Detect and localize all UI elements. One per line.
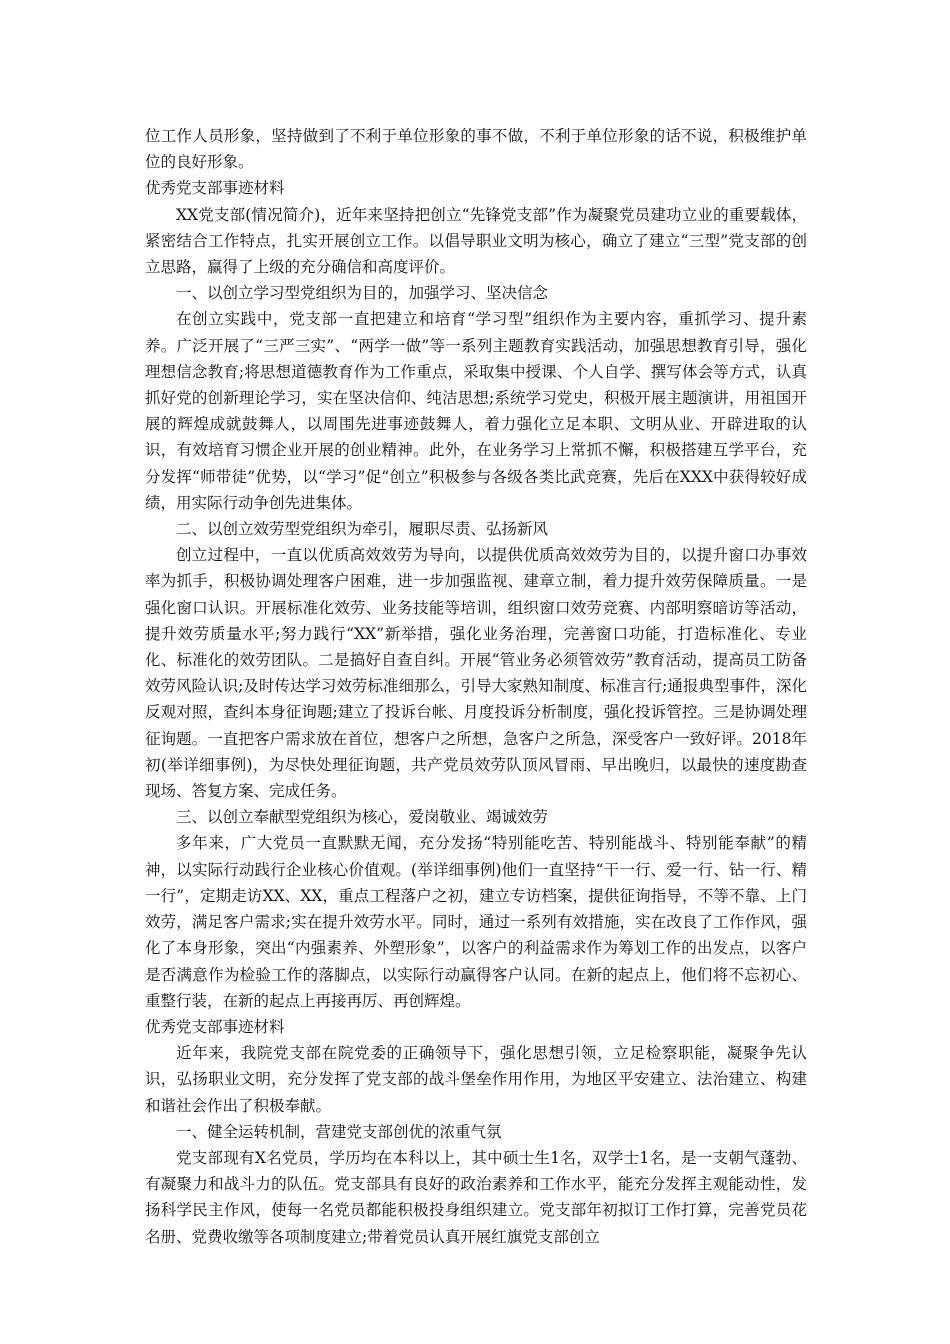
section-title: 优秀党支部事迹材料 bbox=[145, 179, 285, 198]
subheading: 一、以创立学习型党组织为目的，加强学习、坚决信念 bbox=[176, 284, 549, 303]
subheading: 三、以创立奉献型党组织为核心，爱岗敬业、竭诚效劳 bbox=[176, 808, 549, 827]
paragraph: 多年来，广大党员一直默默无闻，充分发扬“特别能吃苦、特别能战斗、特别能奉献”的精神，以实际行动践行企业核心价值观。(举详细事例)他们一直坚持“干一行、爱一行、钻一行、精一行”，定期走访XX、XX，重点工程落户之初，建立专访档案，提供征询指导，不等不靠、上门效劳，满足客户需求;实在提升效劳水平。同时，通过一系列有效措施，实在改良了工作作风，强化了本身形象，突出“内强素养、外塑形象”，以客户的利益需求作为筹划工作的出发点，以客户是否满意作为检验工作的落脚点，以实际行动赢得客户认同。在新的起点上，他们将不忘初心、重整行装，在新的起点上再接再厉、再创辉煌。 bbox=[145, 834, 807, 1010]
section-title: 优秀党支部事迹材料 bbox=[145, 1017, 285, 1036]
document-body bbox=[145, 123, 807, 1250]
paragraph: 近年来，我院党支部在院党委的正确领导下，强化思想引领，立足检察职能，凝聚争先认识，弘扬职业文明，充分发挥了党支部的战斗堡垒作用作用，为地区平安建立、法治建立、构建和谐社会作出了积极奉献。 bbox=[145, 1044, 807, 1115]
paragraph-continuation: 位工作人员形象，坚持做到了不利于单位形象的事不做，不利于单位形象的话不说，积极维护单位的良好形象。 bbox=[145, 127, 807, 172]
paragraph: 党支部现有X名党员，学历均在本科以上，其中硕士生1名，双学士1名，是一支朝气蓬勃、有凝聚力和战斗力的队伍。党支部具有良好的政治素养和工作水平，能充分发挥主观能动性，发扬科学民主作风，使每一名党员都能积极投身组织建立。党支部年初拟订工作打算，完善党员花名册、党费收缴等各项制度建立;带着党员认真开展红旗党支部创立 bbox=[145, 1148, 807, 1246]
paragraph: 在创立实践中，党支部一直把建立和培育“学习型”组织作为主要内容，重抓学习、提升素养。广泛开展了“三严三实”、“两学一做”等一系列主题教育实践活动，加强思想教育引导，强化理想信念教育;将思想道德教育作为工作重点，采取集中授课、个人自学、撰写体会等方式，认真抓好党的创新理论学习，实在坚决信仰、纯洁思想;系统学习党史，积极开展主题演讲，用祖国开展的辉煌成就鼓舞人，以周围先进事迹鼓舞人，着力强化立足本职、文明从业、开辟进取的认识，有效培育习惯企业开展的创业精神。此外，在业务学习上常抓不懈，积极搭建互学平台，充分发挥“师带徒”优势，以“学习”促“创立”积极参与各级各类比武竞赛，先后在XXX中获得较好成绩，用实际行动争创先进集体。 bbox=[145, 310, 807, 512]
subheading: 一、健全运转机制，营建党支部创优的浓重气氛 bbox=[176, 1122, 502, 1141]
subheading: 二、以创立效劳型党组织为牵引，履职尽责、弘扬新风 bbox=[176, 520, 549, 539]
paragraph: XX党支部(情况简介)，近年来坚持把创立“先锋党支部”作为凝聚党员建功立业的重要载体，紧密结合工作特点，扎实开展创立工作。以倡导职业文明为核心，确立了建立“三型”党支部的创立思路，赢得了上级的充分确信和高度评价。 bbox=[145, 205, 807, 277]
paragraph: 创立过程中，一直以优质高效效劳为导向，以提供优质高效效劳为目的，以提升窗口办事效率为抓手，积极协调处理客户困难，进一步加强监视、建章立制，着力提升效劳保障质量。一是强化窗口认识。开展标准化效劳、业务技能等培训，组织窗口效劳竞赛、内部明察暗访等活动，提升效劳质量水平;努力践行“XX”新举措，强化业务治理，完善窗口功能，打造标准化、专业化、标准化的效劳团队。二是搞好自查自纠。开展“管业务必须管效劳”教育活动，提高员工防备效劳风险认识;及时传达学习效劳标准细那么，引导大家熟知制度、标准言行;通报典型事件，深化反观对照，查纠本身征询题;建立了投诉台帐、月度投诉分析制度，强化投诉管控。三是协调处理征询题。一直把客户需求放在首位，想客户之所想，急客户之所急，深受客户一致好评。2018年初(举详细事例)，为尽快处理征询题，共产党员效劳队顶风冒雨、早出晚归，以最快的速度勘查现场、答复方案、完成任务。 bbox=[145, 546, 807, 801]
